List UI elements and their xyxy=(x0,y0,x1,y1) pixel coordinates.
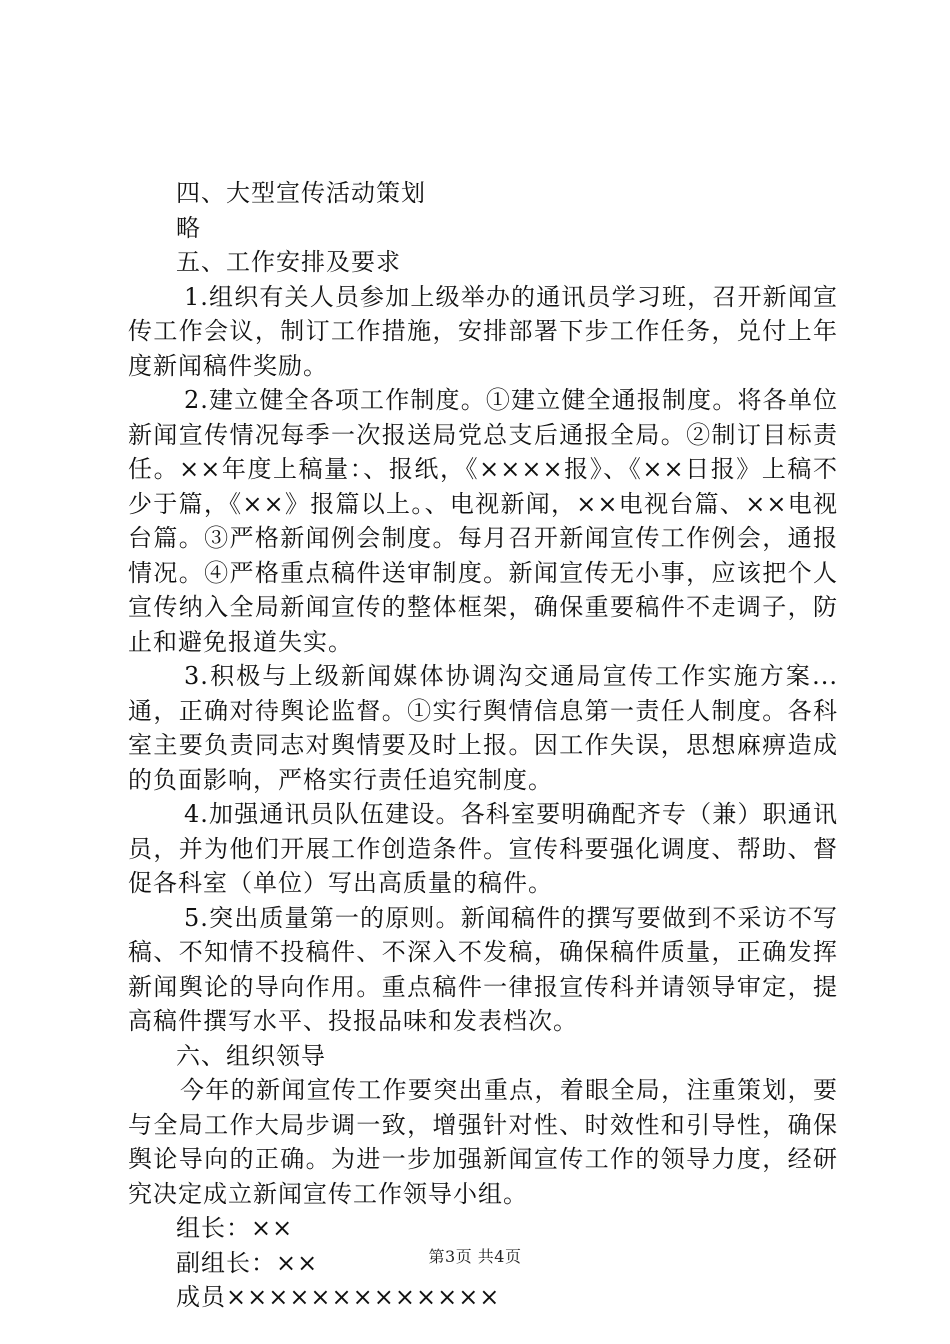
section-5-heading: 五、工作安排及要求 xyxy=(176,248,401,276)
leader-line: 组长：×× xyxy=(176,1214,294,1242)
page-number: 第3页 共4页 xyxy=(428,1247,522,1266)
item-4: 4.加强通讯员队伍建设。各科室要明确配齐专（兼）职通讯员，并为他们开展工作创造条件。宣传科要强化调度、帮助、督促各科室（单位）写出高质量的稿件。 xyxy=(128,800,838,897)
section-4-body: 略 xyxy=(176,213,201,242)
item-2: 2.建立健全各项工作制度。①建立健全通报制度。将各单位新闻宣传情况每季一次报送局党总支后通报全局。②制订目标责任。××年度上稿量：、报纸，《××××报》、《××日报》上稿不少于篇，《××》报篇以上。、电视新闻，××电视台篇、××电视台篇。③严格新闻例会制度。每月召开新闻宣传工作例会，通报情况。④严格重点稿件送审制度。新闻宣传无小事，应该把个人宣传纳入全局新闻宣传的整体框架，确保重要稿件不走调子，防止和避免报道失实。 xyxy=(128,386,838,656)
document-body xyxy=(128,176,838,1315)
section-6-body: 今年的新闻宣传工作要突出重点，着眼全局，注重策划，要与全局工作大局步调一致，增强针对性、时效性和引导性，确保舆论导向的正确。为进一步加强新闻宣传工作的领导力度，经研究决定成立新闻宣传工作领导小组。 xyxy=(128,1076,838,1208)
deputy-leader-line: 副组长：×× xyxy=(176,1248,319,1277)
item-3: 3.积极与上级新闻媒体协调沟交通局宣传工作实施方案...通，正确对待舆论监督。①实行舆情信息第一责任人制度。各科室主要负责同志对舆情要及时上报。因工作失误，思想麻痹造成的负面影响，严格实行责任追究制度。 xyxy=(128,662,838,794)
section-6-heading: 六、组织领导 xyxy=(176,1041,326,1070)
item-1: 1.组织有关人员参加上级举办的通讯员学习班，召开新闻宣传工作会议，制订工作措施，安排部署下步工作任务，兑付上年度新闻稿件奖励。 xyxy=(128,282,838,380)
section-4-heading: 四、大型宣传活动策划 xyxy=(176,179,426,207)
item-5: 5.突出质量第一的原则。新闻稿件的撰写要做到不采访不写稿、不知情不投稿件、不深入不发稿，确保稿件质量，正确发挥新闻舆论的导向作用。重点稿件一律报宣传科并请领导审定，提高稿件撰写水平、投报品味和发表档次。 xyxy=(128,903,838,1035)
members-line: 成员××××××××××××× xyxy=(176,1283,501,1311)
